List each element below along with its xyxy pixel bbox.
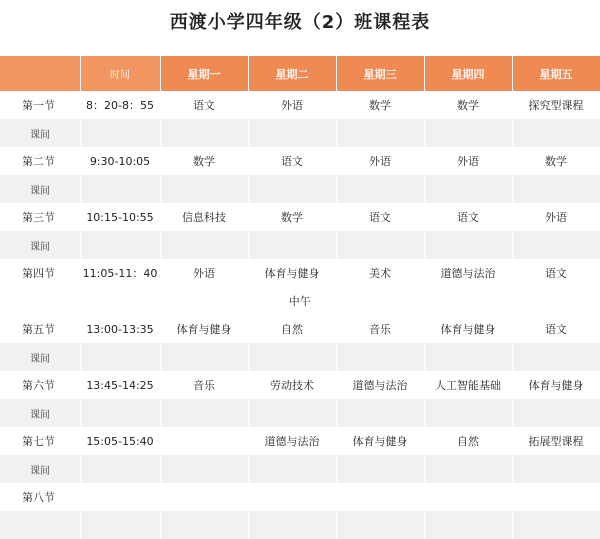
break-cell: [80, 175, 160, 203]
break-label: 课间: [0, 455, 80, 483]
break-row: [0, 343, 600, 371]
break-row: [0, 455, 600, 483]
period-time: 10:15-10:55: [80, 203, 160, 231]
period-time: 15:05-15:40: [80, 427, 160, 455]
break-row: [0, 119, 600, 147]
empty-cell: [512, 511, 600, 539]
trailing-row: [0, 511, 600, 539]
break-cell: [160, 119, 248, 147]
break-cell: [160, 399, 248, 427]
break-cell: [424, 343, 512, 371]
subject-cell: 数学: [248, 203, 336, 231]
period-label: 第四节: [0, 259, 80, 287]
subject-cell: 探究型课程: [512, 91, 600, 119]
subject-cell: 美术: [336, 259, 424, 287]
break-label: 课间: [0, 399, 80, 427]
header-day-fri: 星期五: [512, 56, 600, 91]
subject-cell: 数学: [424, 91, 512, 119]
empty-cell: [160, 511, 248, 539]
empty-cell: [336, 511, 424, 539]
break-cell: [424, 231, 512, 259]
period-label: 第八节: [0, 483, 80, 511]
subject-cell: 人工智能基础: [424, 371, 512, 399]
break-cell: [248, 119, 336, 147]
header-day-mon: 星期一: [160, 56, 248, 91]
subject-cell: 信息科技: [160, 203, 248, 231]
noon-row: [0, 287, 600, 315]
subject-cell: 道德与法治: [424, 259, 512, 287]
schedule-table: [0, 56, 600, 539]
subject-cell: 语文: [160, 91, 248, 119]
break-row: [0, 399, 600, 427]
break-cell: [424, 175, 512, 203]
subject-cell: 语文: [512, 259, 600, 287]
empty-cell: [0, 511, 80, 539]
period-time: 13:45-14:25: [80, 371, 160, 399]
break-cell: [336, 119, 424, 147]
empty-cell: [248, 511, 336, 539]
subject-cell: 体育与健身: [424, 315, 512, 343]
header-day-thu: 星期四: [424, 56, 512, 91]
break-cell: [512, 455, 600, 483]
subject-cell: 数学: [336, 91, 424, 119]
break-cell: [160, 343, 248, 371]
break-label: 课间: [0, 119, 80, 147]
period-time: [80, 483, 160, 511]
break-cell: [248, 343, 336, 371]
break-cell: [512, 343, 600, 371]
subject-cell: 外语: [160, 259, 248, 287]
subject-cell: 道德与法治: [248, 427, 336, 455]
period-time: 11:05-11：40: [80, 259, 160, 287]
break-cell: [248, 455, 336, 483]
subject-cell: 数学: [160, 147, 248, 175]
break-cell: [248, 399, 336, 427]
subject-cell: 语文: [512, 315, 600, 343]
subject-cell: 体育与健身: [512, 371, 600, 399]
break-cell: [424, 119, 512, 147]
break-cell: [336, 175, 424, 203]
lesson-row: [0, 259, 600, 287]
lesson-row: [0, 315, 600, 343]
period-label: 第三节: [0, 203, 80, 231]
subject-cell: [336, 483, 424, 511]
header-day-wed: 星期三: [336, 56, 424, 91]
header-row: [0, 56, 600, 91]
break-cell: [512, 399, 600, 427]
schedule-body: [0, 91, 600, 539]
period-label: 第七节: [0, 427, 80, 455]
period-time: 9:30-10:05: [80, 147, 160, 175]
break-label: 课间: [0, 175, 80, 203]
period-label: 第一节: [0, 91, 80, 119]
break-label: 课间: [0, 231, 80, 259]
subject-cell: [424, 483, 512, 511]
break-label: 课间: [0, 343, 80, 371]
header-period-cell: [0, 56, 80, 91]
break-cell: [160, 175, 248, 203]
lesson-row: [0, 427, 600, 455]
break-cell: [160, 455, 248, 483]
subject-cell: [160, 483, 248, 511]
subject-cell: 音乐: [160, 371, 248, 399]
header-time-cell: 时间: [80, 56, 160, 91]
subject-cell: 体育与健身: [248, 259, 336, 287]
empty-cell: [424, 511, 512, 539]
break-row: [0, 231, 600, 259]
break-cell: [80, 399, 160, 427]
break-cell: [80, 119, 160, 147]
subject-cell: 外语: [248, 91, 336, 119]
subject-cell: 体育与健身: [336, 427, 424, 455]
subject-cell: 语文: [336, 203, 424, 231]
break-row: [0, 175, 600, 203]
subject-cell: 拓展型课程: [512, 427, 600, 455]
empty-cell: [80, 511, 160, 539]
break-cell: [248, 175, 336, 203]
page-title: 西渡小学四年级（2）班课程表: [169, 12, 431, 33]
period-time: 8：20-8：55: [80, 91, 160, 119]
lesson-row: [0, 483, 600, 511]
lesson-row: [0, 147, 600, 175]
break-cell: [80, 231, 160, 259]
break-cell: [336, 399, 424, 427]
subject-cell: [248, 483, 336, 511]
subject-cell: 自然: [248, 315, 336, 343]
break-cell: [248, 231, 336, 259]
subject-cell: 道德与法治: [336, 371, 424, 399]
subject-cell: 劳动技术: [248, 371, 336, 399]
break-cell: [160, 231, 248, 259]
break-cell: [512, 231, 600, 259]
subject-cell: 语文: [424, 203, 512, 231]
period-label: 第二节: [0, 147, 80, 175]
subject-cell: 体育与健身: [160, 315, 248, 343]
break-cell: [424, 399, 512, 427]
subject-cell: [512, 483, 600, 511]
period-label: 第五节: [0, 315, 80, 343]
break-cell: [336, 343, 424, 371]
subject-cell: 数学: [512, 147, 600, 175]
subject-cell: [160, 427, 248, 455]
break-cell: [512, 175, 600, 203]
break-cell: [424, 455, 512, 483]
lesson-row: [0, 203, 600, 231]
subject-cell: 外语: [336, 147, 424, 175]
break-cell: [336, 455, 424, 483]
period-label: 第六节: [0, 371, 80, 399]
header-day-tue: 星期二: [248, 56, 336, 91]
break-cell: [512, 119, 600, 147]
period-time: 13:00-13:35: [80, 315, 160, 343]
noon-label: 中午: [0, 287, 600, 315]
lesson-row: [0, 91, 600, 119]
break-cell: [80, 455, 160, 483]
break-cell: [336, 231, 424, 259]
subject-cell: 语文: [248, 147, 336, 175]
subject-cell: 音乐: [336, 315, 424, 343]
subject-cell: 外语: [512, 203, 600, 231]
lesson-row: [0, 371, 600, 399]
subject-cell: 自然: [424, 427, 512, 455]
subject-cell: 外语: [424, 147, 512, 175]
break-cell: [80, 343, 160, 371]
